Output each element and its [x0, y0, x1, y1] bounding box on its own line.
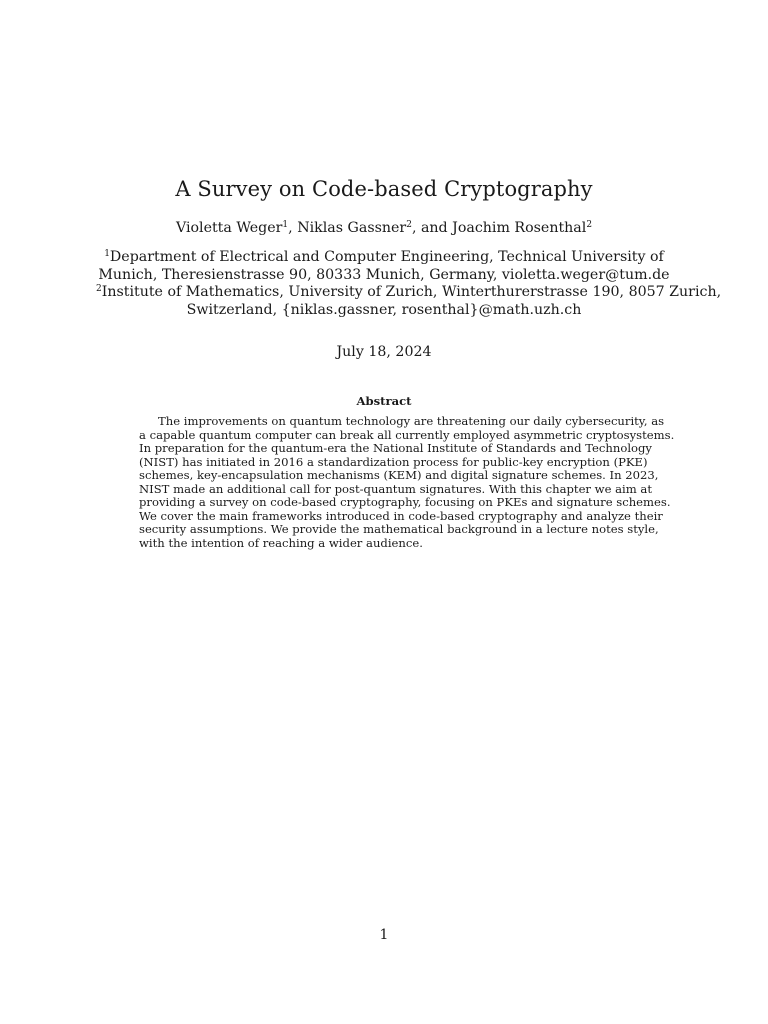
abstract-line: security assumptions. We provide the mathematical background in a lecture notes style, — [139, 522, 659, 537]
affiliation-mark: 2 — [406, 220, 412, 230]
affiliation-list — [96, 249, 722, 319]
abstract-line: providing a survey on code-based cryptography, focusing on PKEs and signature schemes. — [139, 495, 671, 510]
affiliation-text: Department of Electrical and Computer Engineering, Technical University of — [109, 249, 664, 265]
author-separator: , — [288, 220, 298, 236]
author-name: Joachim Rosenthal — [452, 220, 587, 236]
affiliation-mark: 1 — [282, 220, 289, 230]
abstract-line: NIST made an additional call for post-quantum signatures. With this chapter we aim at — [139, 481, 653, 496]
abstract-line: In preparation for the quantum-era the National Institute of Standards and Technology — [139, 441, 652, 456]
page-number: 1 — [379, 927, 389, 943]
abstract-line: a capable quantum computer can break all currently employed asymmetric cryptosystems. — [139, 427, 675, 442]
abstract-line: The improvements on quantum technology are threatening our daily cybersecurity, as — [158, 414, 665, 428]
author-separator: , and — [411, 220, 453, 236]
paper-title: A Survey on Code-based Cryptography — [175, 177, 593, 201]
affiliation-line: Switzerland, {niklas.gassner, rosenthal}@math.uzh.ch — [186, 301, 582, 318]
abstract-body — [139, 414, 675, 550]
abstract-line: We cover the main frameworks introduced in code-based cryptography and analyze their — [139, 508, 663, 523]
abstract-line: (NIST) has initiated in 2016 a standardization process for public-key encryption (PKE) — [139, 454, 648, 469]
affiliation-line — [96, 284, 722, 302]
abstract-line: with the intention of reaching a wider audience. — [139, 535, 423, 550]
affiliation-mark: 1 — [104, 249, 110, 259]
author-list — [0, 219, 768, 237]
affiliation-mark: 2 — [586, 220, 593, 230]
affiliation-line — [96, 249, 672, 267]
author-name: Niklas Gassner — [297, 220, 407, 236]
publication-date: July 18, 2024 — [336, 344, 432, 360]
affiliation-line: Munich, Theresienstrasse 90, 80333 Munich, Germany, violetta.weger@tum.de — [98, 266, 670, 283]
abstract-heading: Abstract — [356, 394, 412, 408]
author-name: Violetta Weger — [175, 220, 283, 236]
affiliation-mark: 2 — [96, 284, 102, 295]
affiliation-text: Institute of Mathematics, University of Zurich, Winterthurerstrasse 190, 8057 Zurich, — [101, 284, 722, 301]
abstract-line: schemes, key-encapsulation mechanisms (KEM) and digital signature schemes. In 2023, — [139, 468, 659, 483]
